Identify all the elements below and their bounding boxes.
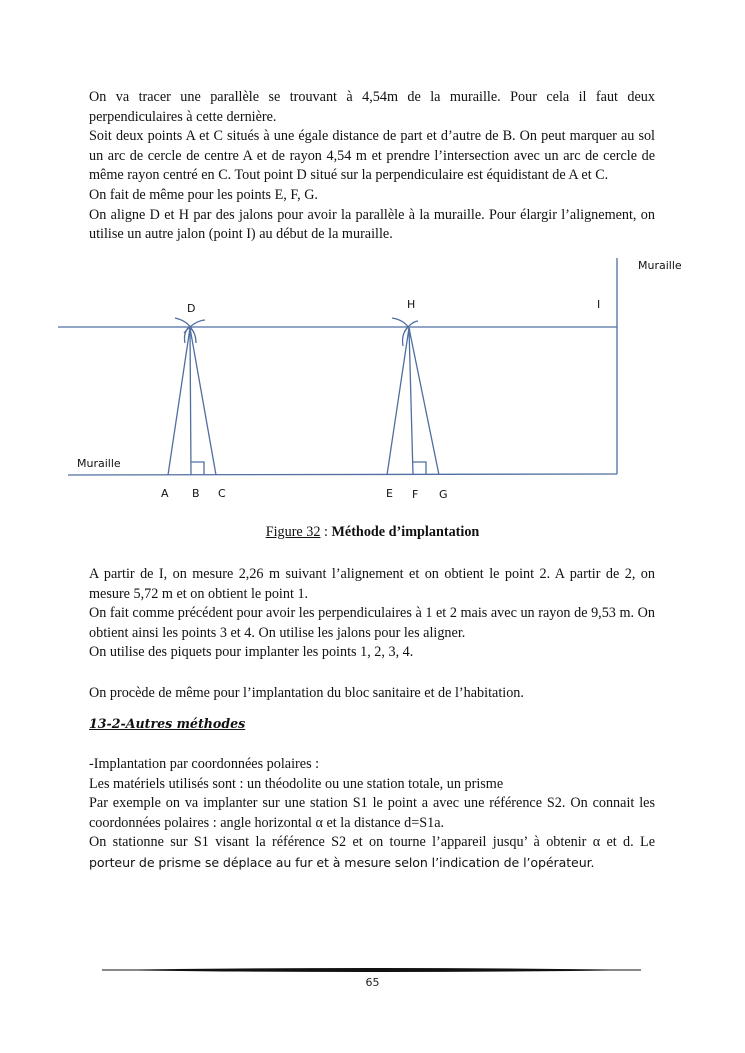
middle-text [89, 565, 655, 663]
label-point-f: F [412, 488, 419, 501]
polar-paragraph-4: On stationne sur S1 visant la référence S2 et on tourne l’appareil jusqu’ à obtenir α et d. Le [89, 834, 655, 851]
polar-text [89, 755, 655, 873]
label-point-e: E [386, 487, 393, 500]
middle-paragraph-1: A partir de I, on mesure 2,26 m suivant l’alignement et on obtient le point 2. A partir de 2, on mesure 5,72 m et on obtient le point 1. [89, 566, 655, 602]
middle-paragraph-2: On fait comme précédent pour avoir les perpendiculaires à 1 et 2 mais avec un rayon de 9,53 m. On obtient ainsi les points 3 et 4. On utilise les jalons pour les aligner. [89, 605, 655, 641]
label-muraille-left: Muraille [77, 457, 121, 470]
intro-paragraph-4: On aligne D et H par des jalons pour avoir la parallèle à la muraille. Pour élargir l’alignement, on utilise un autre jalon (point I) au début de la muraille. [89, 206, 655, 243]
label-point-g: G [439, 488, 448, 501]
intro-paragraph-3: On fait de même pour les points E, F, G. [89, 186, 318, 203]
muraille-line-bottom [68, 474, 617, 475]
intro-paragraph-2: Soit deux points A et C situés à une égale distance de part et d’autre de B. On peut marquer au sol un arc de cercle de centre A et de rayon 4,54 m et prendre l’intersection avec un arc de cercle de même rayon centré en C. Tout point D situé sur la perpendiculaire est équidistant de A et C. [89, 128, 655, 184]
polar-paragraph-2: Les matériels utilisés sont : un théodolite ou une station totale, un prisme [89, 775, 504, 792]
section-heading: 13-2-Autres méthodes [89, 716, 246, 731]
figure-title: Méthode d’implantation [331, 524, 480, 540]
implantation-diagram [0, 250, 745, 510]
label-point-c: C [218, 487, 226, 500]
polar-paragraph-1: -Implantation par coordonnées polaires : [89, 756, 320, 772]
page-number: 65 [365, 976, 380, 989]
figure-separator: : [320, 524, 332, 540]
middle-paragraph-3: On utilise des piquets pour implanter les points 1, 2, 3, 4. [89, 644, 414, 661]
label-muraille-right: Muraille [638, 259, 682, 272]
label-point-h: H [407, 298, 416, 311]
polar-paragraph-3: Par exemple on va implanter sur une station S1 le point a avec une référence S2. On connait les coordonnées polaires : angle horizontal α et la distance d=S1a. [89, 795, 655, 831]
closing-paragraph: On procède de même pour l’implantation du bloc sanitaire et de l’habitation. [89, 685, 524, 701]
intro-paragraph-1: On va tracer une parallèle se trouvant à 4,54m de la muraille. Pour cela il faut deux perpendiculaires à cette dernière. [89, 89, 655, 125]
figure-reference: Figure 32 [265, 524, 321, 540]
label-point-b: B [192, 487, 200, 500]
polar-paragraph-5: porteur de prisme se déplace au fur et à mesure selon l’indication de l’opérateur. [89, 854, 595, 870]
figure-caption [0, 524, 745, 541]
intro-text [89, 88, 655, 245]
closing-text [89, 684, 655, 704]
label-point-a: A [161, 487, 169, 500]
label-point-i: I [597, 298, 601, 311]
label-point-d: D [187, 302, 196, 315]
